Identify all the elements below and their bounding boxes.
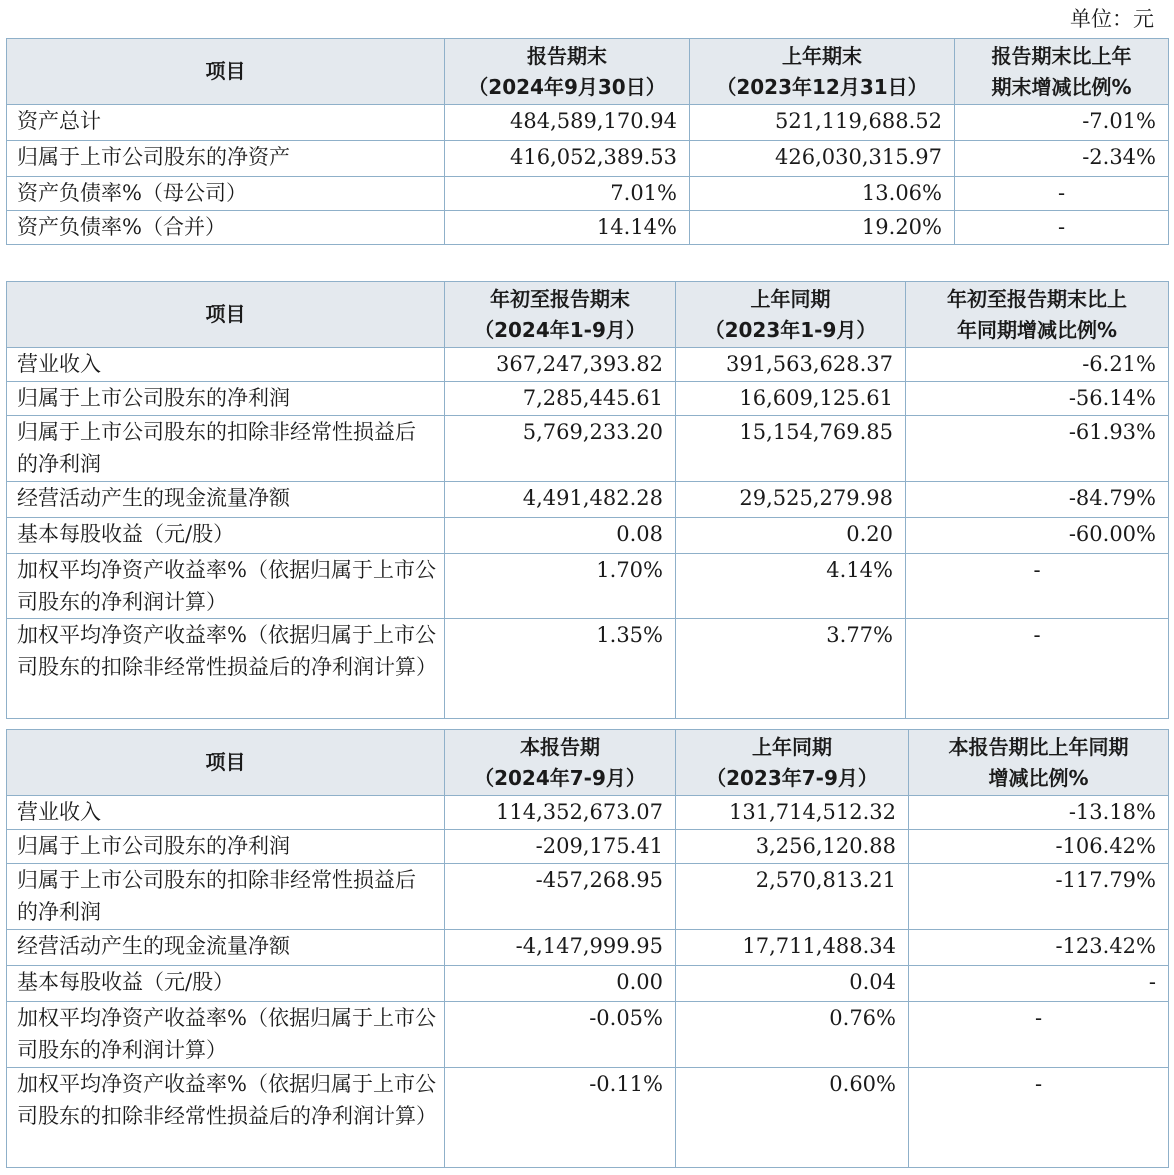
row-previous: 19.20%: [690, 211, 955, 245]
row-change: -61.93%: [906, 416, 1169, 482]
row-previous: 29,525,279.98: [676, 482, 906, 518]
row-current: 114,352,673.07: [445, 796, 676, 830]
row-label: 加权平均净资产收益率%（依据归属于上市公司股东的净利润计算）: [7, 1002, 445, 1068]
row-current: 5,769,233.20: [445, 416, 676, 482]
header-change: [906, 282, 1169, 348]
header-change-line1: 报告期末比上年: [991, 43, 1132, 68]
row-current: 1.35%: [445, 619, 676, 719]
row-current: -457,268.95: [445, 864, 676, 930]
table-row: [7, 966, 1169, 1002]
row-previous: 131,714,512.32: [676, 796, 909, 830]
row-current: 14.14%: [445, 211, 690, 245]
row-change: -7.01%: [955, 105, 1169, 141]
row-label: 基本每股收益（元/股）: [7, 966, 445, 1002]
row-label: 归属于上市公司股东的净利润: [7, 830, 445, 864]
header-previous: [676, 282, 906, 348]
header-current-title: 本报告期: [520, 734, 600, 759]
row-change: -84.79%: [906, 482, 1169, 518]
row-current: 1.70%: [445, 554, 676, 619]
row-label: 经营活动产生的现金流量净额: [7, 482, 445, 518]
table-row: [7, 554, 1169, 619]
table-row: [7, 930, 1169, 966]
row-current: 7,285,445.61: [445, 382, 676, 416]
row-current: 7.01%: [445, 177, 690, 211]
row-previous: 0.60%: [676, 1068, 909, 1168]
table-row: [7, 416, 1169, 482]
row-previous: 13.06%: [690, 177, 955, 211]
table-row: [7, 141, 1169, 177]
table-header-row: [7, 282, 1169, 348]
header-previous-date: （2023年1-9月）: [704, 317, 877, 342]
row-previous: 3,256,120.88: [676, 830, 909, 864]
header-change: [955, 39, 1169, 105]
header-current-date: （2024年7-9月）: [474, 765, 646, 790]
row-previous: 426,030,315.97: [690, 141, 955, 177]
row-change: -117.79%: [909, 864, 1169, 930]
header-change: [909, 730, 1169, 796]
row-previous: 15,154,769.85: [676, 416, 906, 482]
row-change: -: [955, 177, 1169, 211]
header-change-line2: 增减比例%: [988, 765, 1089, 790]
row-previous: 4.14%: [676, 554, 906, 619]
header-current: [445, 282, 676, 348]
row-label: 资产总计: [7, 105, 445, 141]
row-current: 484,589,170.94: [445, 105, 690, 141]
table-row: [7, 348, 1169, 382]
row-label: 营业收入: [7, 796, 445, 830]
row-current: 4,491,482.28: [445, 482, 676, 518]
row-label: 加权平均净资产收益率%（依据归属于上市公司股东的扣除非经常性损益后的净利润计算）: [7, 619, 445, 719]
row-current: 416,052,389.53: [445, 141, 690, 177]
table-row: [7, 177, 1169, 211]
header-previous-date: （2023年12月31日）: [716, 74, 928, 99]
row-change: -: [906, 554, 1169, 619]
row-previous: 0.20: [676, 518, 906, 554]
header-previous-title: 上年同期: [752, 734, 832, 759]
row-change: -: [906, 619, 1169, 719]
row-previous: 0.76%: [676, 1002, 909, 1068]
header-current-title: 报告期末: [527, 43, 607, 68]
row-previous: 521,119,688.52: [690, 105, 955, 141]
header-previous-title: 上年同期: [750, 286, 831, 311]
header-current-date: （2024年1-9月）: [474, 317, 646, 342]
table-row: [7, 619, 1169, 719]
row-change: -123.42%: [909, 930, 1169, 966]
row-current: -209,175.41: [445, 830, 676, 864]
row-change: -6.21%: [906, 348, 1169, 382]
row-change: -: [909, 966, 1169, 1002]
header-change-line2: 期末增减比例%: [991, 74, 1132, 99]
row-previous: 16,609,125.61: [676, 382, 906, 416]
table-header-row: [7, 730, 1169, 796]
row-change: -: [955, 211, 1169, 245]
row-change: -60.00%: [906, 518, 1169, 554]
row-previous: 2,570,813.21: [676, 864, 909, 930]
header-previous: [676, 730, 909, 796]
table-row: [7, 382, 1169, 416]
row-change: -56.14%: [906, 382, 1169, 416]
header-item: 项目: [7, 730, 445, 796]
row-change: -: [909, 1002, 1169, 1068]
row-change: -13.18%: [909, 796, 1169, 830]
table-row: [7, 211, 1169, 245]
row-label: 加权平均净资产收益率%（依据归属于上市公司股东的扣除非经常性损益后的净利润计算）: [7, 1068, 445, 1168]
unit-label: 单位：元: [1070, 7, 1154, 31]
row-current: -0.11%: [445, 1068, 676, 1168]
table-row: [7, 518, 1169, 554]
header-previous-date: （2023年7-9月）: [706, 765, 878, 790]
table-row: [7, 105, 1169, 141]
header-current: [445, 39, 690, 105]
table-row: [7, 796, 1169, 830]
header-current-date: （2024年9月30日）: [468, 74, 666, 99]
row-change: -2.34%: [955, 141, 1169, 177]
quarter-performance-table: [6, 729, 1169, 1168]
row-current: 0.00: [445, 966, 676, 1002]
header-item: 项目: [7, 282, 445, 348]
row-previous: 0.04: [676, 966, 909, 1002]
table-row: [7, 830, 1169, 864]
ytd-performance-table: [6, 281, 1169, 719]
row-change: -106.42%: [909, 830, 1169, 864]
table-header-row: [7, 39, 1169, 105]
header-current: [445, 730, 676, 796]
header-previous: [690, 39, 955, 105]
row-previous: 17,711,488.34: [676, 930, 909, 966]
row-label: 加权平均净资产收益率%（依据归属于上市公司股东的净利润计算）: [7, 554, 445, 619]
header-change-line2: 年同期增减比例%: [956, 317, 1118, 342]
header-change-line1: 本报告期比上年同期: [948, 734, 1129, 759]
header-item: 项目: [7, 39, 445, 105]
row-label: 经营活动产生的现金流量净额: [7, 930, 445, 966]
header-change-line1: 年初至报告期末比上: [947, 286, 1127, 311]
row-label: 资产负债率%（合并）: [7, 211, 445, 245]
table-row: [7, 1002, 1169, 1068]
row-label: 归属于上市公司股东的扣除非经常性损益后的净利润: [7, 864, 445, 930]
row-label: 资产负债率%（母公司）: [7, 177, 445, 211]
table-row: [7, 482, 1169, 518]
row-current: -4,147,999.95: [445, 930, 676, 966]
row-label: 归属于上市公司股东的扣除非经常性损益后的净利润: [7, 416, 445, 482]
row-label: 归属于上市公司股东的净资产: [7, 141, 445, 177]
row-label: 归属于上市公司股东的净利润: [7, 382, 445, 416]
row-current: -0.05%: [445, 1002, 676, 1068]
row-label: 营业收入: [7, 348, 445, 382]
header-previous-title: 上年期末: [782, 43, 862, 68]
table-row: [7, 1068, 1169, 1168]
row-previous: 391,563,628.37: [676, 348, 906, 382]
header-current-title: 年初至报告期末: [490, 286, 630, 311]
row-current: 0.08: [445, 518, 676, 554]
balance-sheet-table: [6, 38, 1169, 245]
row-change: -: [909, 1068, 1169, 1168]
row-label: 基本每股收益（元/股）: [7, 518, 445, 554]
row-current: 367,247,393.82: [445, 348, 676, 382]
row-previous: 3.77%: [676, 619, 906, 719]
table-row: [7, 864, 1169, 930]
